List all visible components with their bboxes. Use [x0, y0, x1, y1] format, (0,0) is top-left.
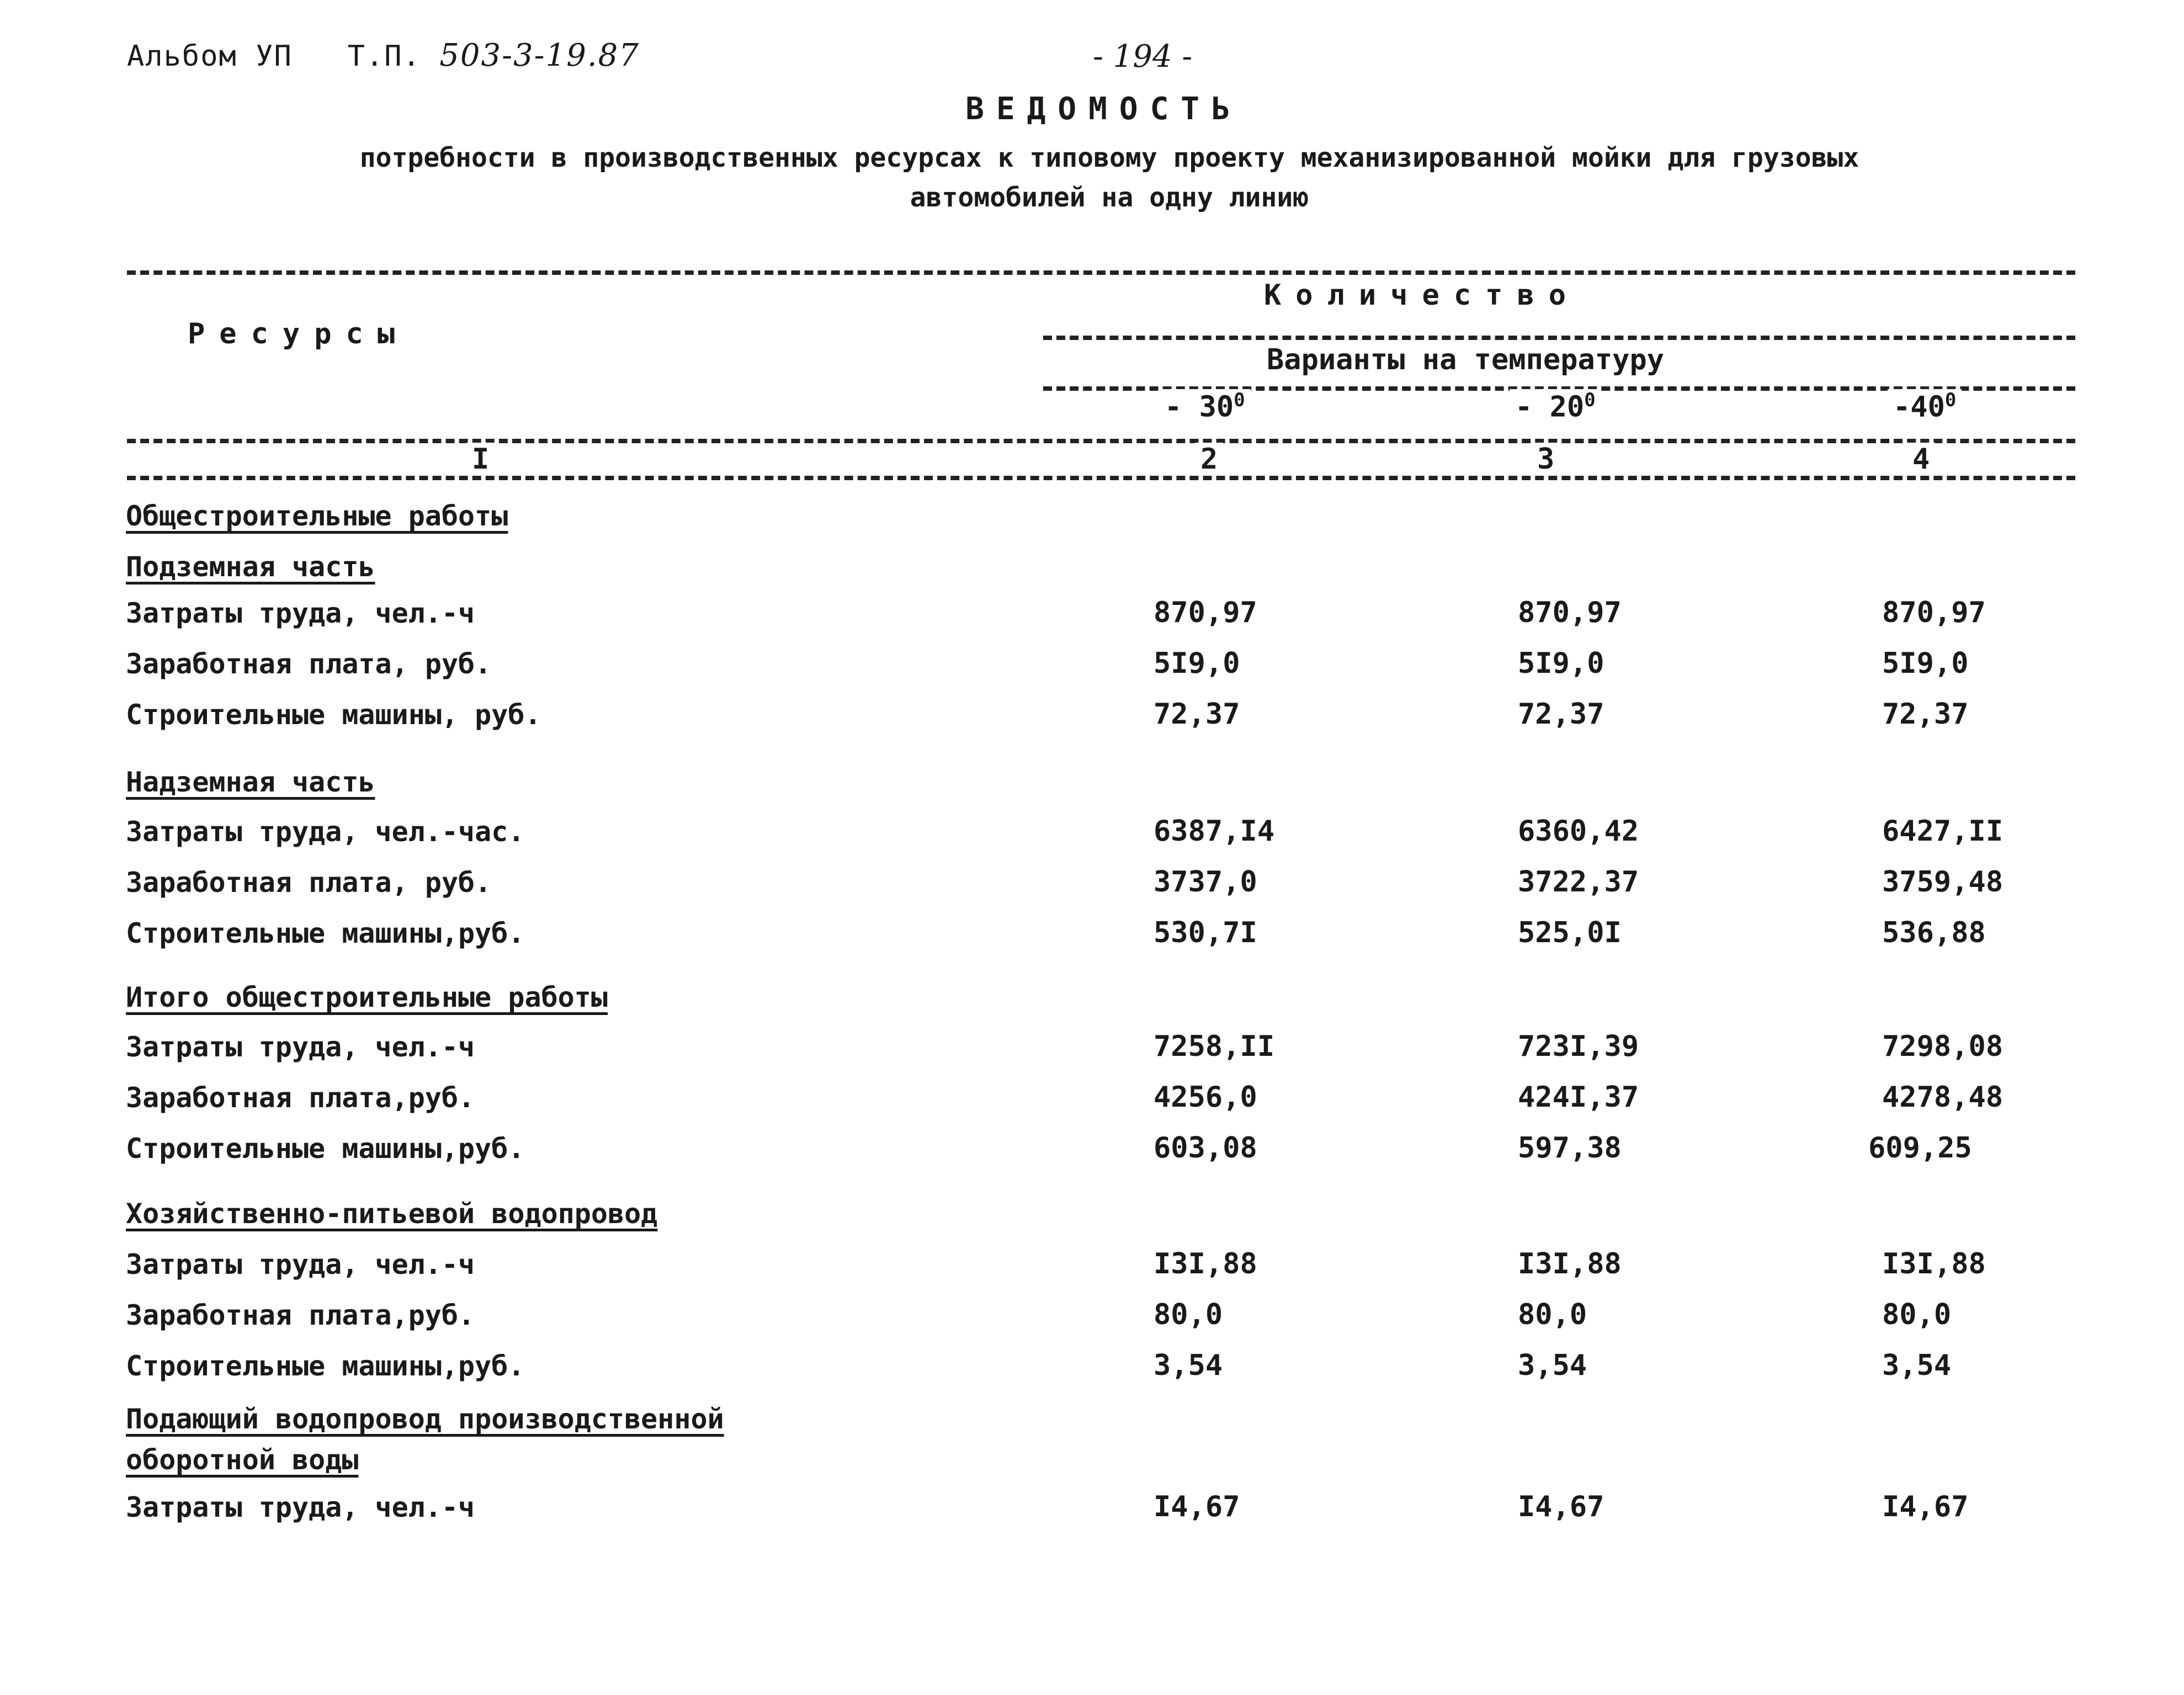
row-value-col2: 603,08: [1154, 1131, 1257, 1165]
row-value-col2: 3,54: [1154, 1349, 1223, 1382]
row-value-col3: 5I9,0: [1518, 647, 1604, 680]
col4-header: [1888, 389, 1962, 423]
section-process-water-line2: оборотной воды: [126, 1444, 359, 1476]
row-label: Затраты труда, чел.-час.: [126, 816, 525, 848]
col2-header-text: - 30: [1165, 390, 1234, 424]
section-general-construction: Общестроительные работы: [126, 500, 508, 532]
album-header: [127, 38, 640, 73]
row-label: Строительные машины,руб.: [126, 1350, 525, 1382]
row-value-col2: 80,0: [1154, 1298, 1223, 1331]
row-value-col2: 530,7I: [1154, 916, 1257, 949]
row-label: Затраты труда, чел.-ч: [126, 597, 475, 629]
tp-label: Т.П.: [347, 40, 421, 73]
col4-header-degree: 0: [1944, 389, 1957, 411]
row-label: Затраты труда, чел.-ч: [126, 1248, 475, 1280]
row-value-col2: 3737,0: [1154, 865, 1257, 899]
row-value-col4: 5I9,0: [1882, 647, 1969, 680]
col4-number: 4: [1907, 443, 1935, 476]
col2-header: [1159, 389, 1251, 423]
row-value-col2: 6387,I4: [1154, 815, 1275, 848]
row-value-col3: 80,0: [1518, 1298, 1587, 1331]
col3-header: [1510, 389, 1601, 423]
section-underground: Подземная часть: [126, 551, 375, 583]
resources-header: Ресурсы: [188, 317, 410, 350]
col4-header-text: -40: [1893, 390, 1945, 424]
header-bottom-rule: [127, 439, 2075, 443]
col3-header-degree: 0: [1584, 389, 1596, 411]
subtitle-line-1: потребности в производственных ресурсах к типовому проекту механизированной мойки для грузовых: [359, 142, 1859, 173]
row-value-col2: I3I,88: [1154, 1247, 1257, 1280]
row-value-col4: 609,25: [1868, 1131, 1972, 1165]
row-label: Строительные машины,руб.: [126, 917, 525, 949]
row-label: Затраты труда, чел.-ч: [126, 1491, 475, 1523]
row-label: Строительные машины, руб.: [126, 699, 541, 731]
row-value-col4: 3,54: [1882, 1349, 1952, 1382]
table-top-rule: [127, 270, 2075, 275]
page-number: - 194 -: [1093, 39, 1193, 75]
row-value-col4: 6427,II: [1882, 815, 2004, 848]
quantity-rule: [1043, 336, 2075, 340]
row-value-col3: 525,0I: [1518, 916, 1622, 949]
row-value-col2: 72,37: [1154, 698, 1240, 731]
document-subtitle: [298, 138, 1921, 217]
section-drinking-water: Хозяйственно-питьевой водопровод: [126, 1198, 658, 1230]
tp-number: 503-3-19.87: [439, 38, 640, 73]
subtitle-line-2: автомобилей на одну линию: [910, 182, 1309, 213]
row-value-col3: 3,54: [1518, 1349, 1587, 1382]
section-process-water-line1: Подающий водопровод производственной: [126, 1403, 724, 1435]
row-value-col4: 870,97: [1882, 596, 1986, 629]
row-label: Заработная плата,руб.: [126, 1299, 475, 1331]
row-value-col4: 72,37: [1882, 698, 1969, 731]
col1-number: I: [466, 443, 495, 476]
row-value-col2: 5I9,0: [1154, 647, 1240, 680]
row-value-col2: 7258,II: [1154, 1030, 1275, 1063]
section-general-total: Итого общестроительные работы: [126, 981, 608, 1013]
row-label: Заработная плата, руб.: [126, 648, 492, 680]
col3-header-text: - 20: [1515, 390, 1585, 424]
row-value-col2: I4,67: [1154, 1490, 1240, 1523]
row-value-col4: 536,88: [1882, 916, 1986, 949]
row-label: Заработная плата,руб.: [126, 1082, 475, 1114]
variants-header: Варианты на температуру: [1267, 343, 1665, 376]
document-title: ВЕДОМОСТЬ: [965, 91, 1242, 127]
col3-number: 3: [1532, 443, 1560, 476]
row-value-col3: 72,37: [1518, 698, 1604, 731]
col2-number: 2: [1195, 443, 1223, 476]
row-value-col4: 7298,08: [1882, 1030, 2004, 1063]
quantity-header: Количество: [1264, 279, 1581, 312]
row-value-col3: 3722,37: [1518, 865, 1639, 899]
row-value-col2: 4256,0: [1154, 1081, 1257, 1114]
column-numbers-rule: [127, 476, 2075, 480]
row-value-col3: I3I,88: [1518, 1247, 1622, 1280]
album-label: Альбом УП: [127, 40, 293, 73]
row-value-col4: 3759,48: [1882, 865, 2004, 899]
row-label: Строительные машины,руб.: [126, 1133, 525, 1165]
row-value-col3: 6360,42: [1518, 815, 1639, 848]
row-value-col4: I4,67: [1882, 1490, 1969, 1523]
col2-header-degree: 0: [1234, 389, 1245, 411]
row-value-col3: 424I,37: [1518, 1081, 1639, 1114]
row-label: Затраты труда, чел.-ч: [126, 1031, 475, 1063]
row-value-col4: 4278,48: [1882, 1081, 2004, 1114]
row-value-col3: 870,97: [1518, 596, 1622, 629]
row-value-col4: I3I,88: [1882, 1247, 1986, 1280]
row-value-col3: 723I,39: [1518, 1030, 1639, 1063]
section-aboveground: Надземная часть: [126, 766, 375, 798]
row-value-col3: I4,67: [1518, 1490, 1604, 1523]
row-value-col3: 597,38: [1518, 1131, 1622, 1165]
row-value-col2: 870,97: [1154, 596, 1257, 629]
row-label: Заработная плата, руб.: [126, 867, 492, 899]
row-value-col4: 80,0: [1882, 1298, 1952, 1331]
